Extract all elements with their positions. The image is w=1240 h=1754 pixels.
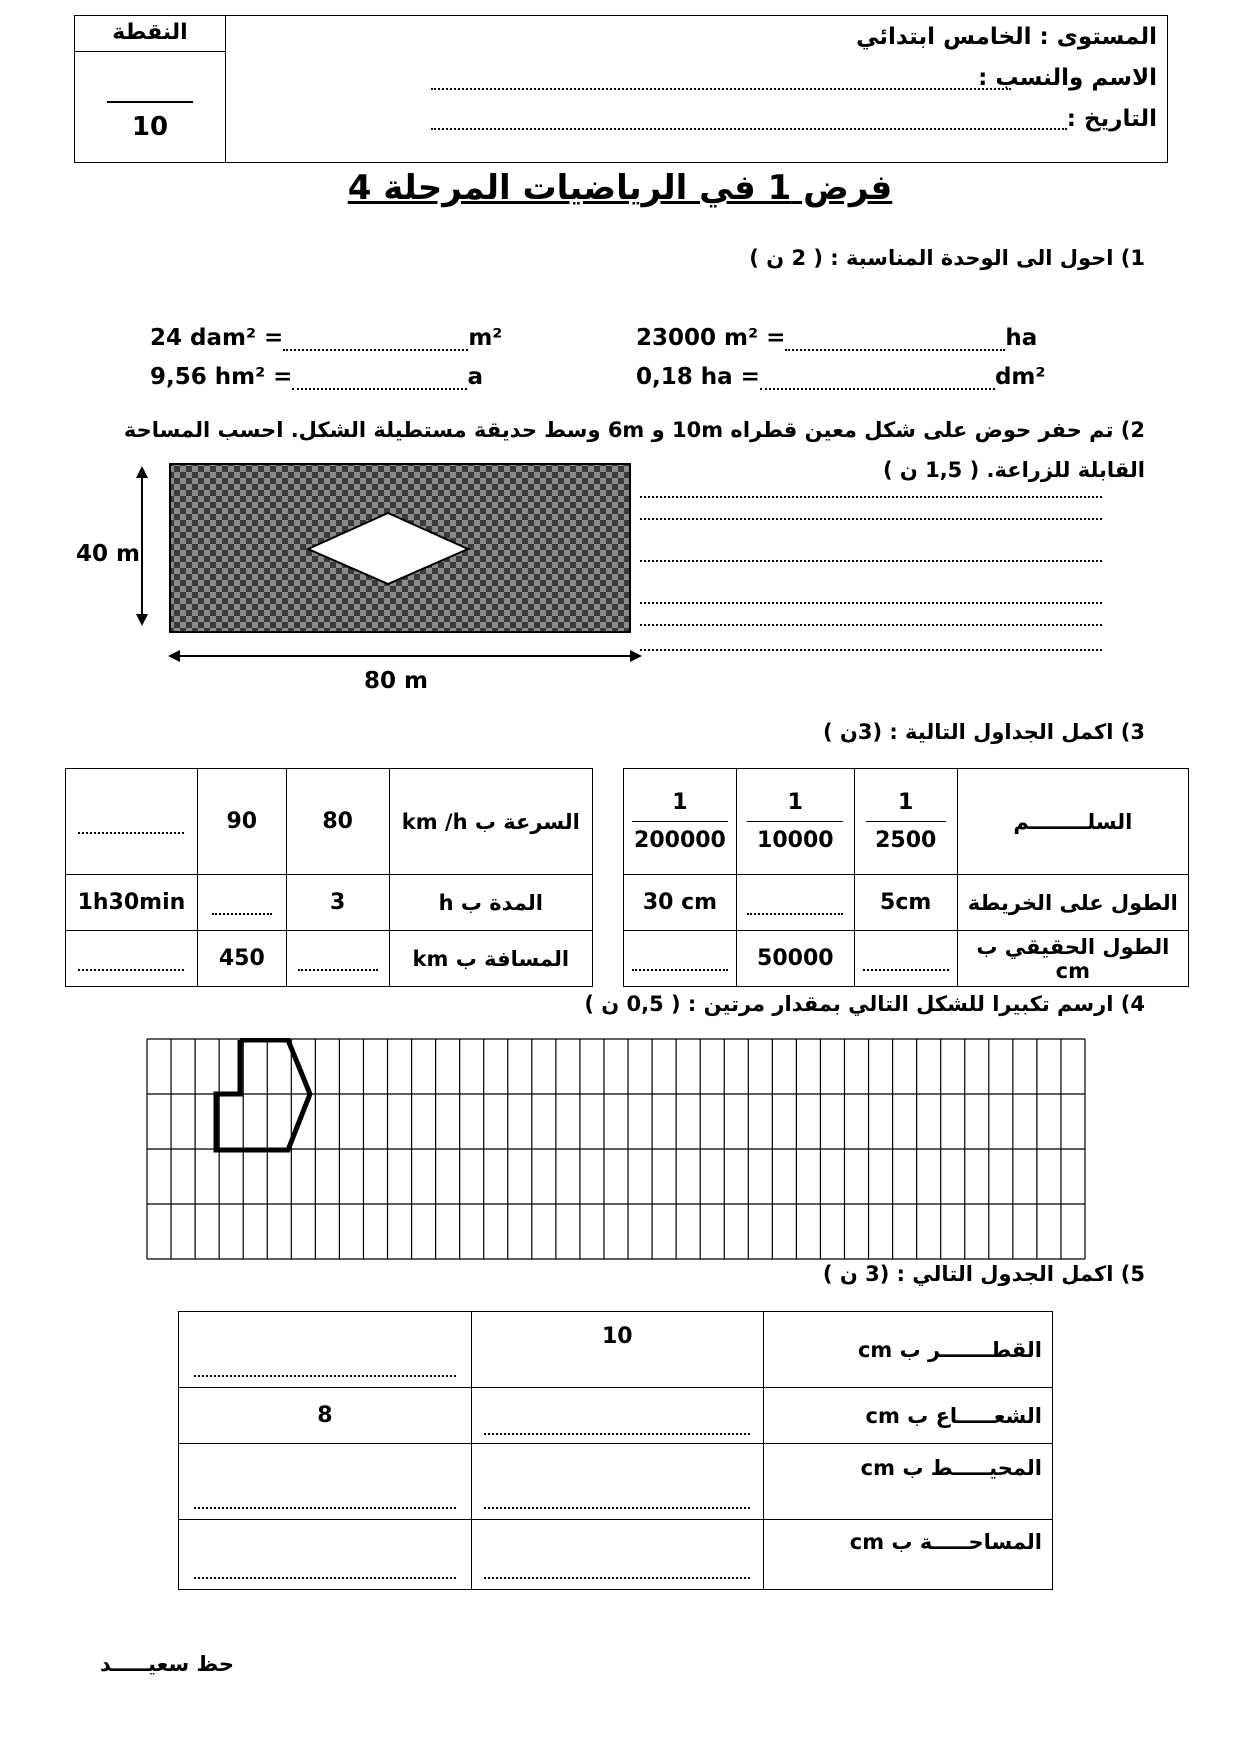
speed-row-label: السرعة ب km /h <box>389 769 592 875</box>
distance-input[interactable] <box>286 931 389 987</box>
circle-table <box>178 1311 1053 1590</box>
given-shape <box>216 1040 310 1150</box>
duration-cell: 3 <box>286 875 389 931</box>
name-field[interactable] <box>431 88 1011 90</box>
score-box <box>75 16 226 162</box>
width-label: 80 m <box>364 668 428 694</box>
speed-input[interactable] <box>66 769 198 875</box>
author-signature: حظ سعيـــــد <box>100 1652 235 1676</box>
duration-input[interactable] <box>197 875 286 931</box>
speed-cell: 80 <box>286 769 389 875</box>
real-length-input[interactable] <box>624 931 737 987</box>
duration-row-label: المدة ب h <box>389 875 592 931</box>
q1-item-2: 23000 m² = ha <box>636 325 1038 351</box>
scale-cell: 1 10000 <box>736 769 854 875</box>
real-length-cell: 50000 <box>736 931 854 987</box>
page-title: فرض 1 في الرياضيات المرحلة 4 <box>347 168 893 208</box>
real-length-input[interactable] <box>854 931 957 987</box>
circle-input[interactable] <box>471 1520 763 1590</box>
circle-input[interactable] <box>179 1444 472 1520</box>
scale-cell: 1 200000 <box>624 769 737 875</box>
date-label: التاريخ : <box>1066 106 1157 132</box>
circle-cell: 8 <box>179 1388 472 1444</box>
distance-row-label: المسافة ب km <box>389 931 592 987</box>
duration-cell: 1h30min <box>66 875 198 931</box>
circle-input[interactable] <box>179 1520 472 1590</box>
header-box <box>74 15 1168 163</box>
q2-answer-lines[interactable] <box>640 476 1102 651</box>
q5-text: 5) اكمل الجدول التالي : (3 ن ) <box>822 1262 1145 1286</box>
map-length-input[interactable] <box>736 875 854 931</box>
scale-cell: 1 2500 <box>854 769 957 875</box>
circle-input[interactable] <box>179 1312 472 1388</box>
map-length-cell: 5cm <box>854 875 957 931</box>
q1-text: 1) احول الى الوحدة المناسبة : ( 2 ن ) <box>749 246 1145 270</box>
date-field[interactable] <box>431 128 1067 130</box>
speed-table <box>65 768 593 987</box>
level-text: المستوى : الخامس ابتدائي <box>856 24 1157 50</box>
q1-item-3: 9,56 hm² = a <box>150 364 483 390</box>
speed-cell: 90 <box>197 769 286 875</box>
score-total: 10 <box>131 112 169 142</box>
circle-input[interactable] <box>471 1444 763 1520</box>
real-row-label: الطول الحقيقي ب cm <box>957 931 1188 987</box>
garden-figure <box>60 460 660 700</box>
name-label: الاسم والنسب : <box>978 65 1157 91</box>
radius-label: الشعـــــاع ب cm <box>763 1388 1052 1444</box>
drawing-grid[interactable] <box>146 1038 1086 1260</box>
diameter-label: القطـــــــر ب cm <box>763 1312 1052 1388</box>
height-label: 40 m <box>76 541 140 567</box>
scale-row-label: السلــــــــم <box>957 769 1188 875</box>
distance-input[interactable] <box>66 931 198 987</box>
circle-cell: 10 <box>471 1312 763 1388</box>
q1-item-1: 24 dam² = m² <box>150 325 503 351</box>
map-row-label: الطول على الخريطة <box>957 875 1188 931</box>
perimeter-label: المحيـــــط ب cm <box>763 1444 1052 1520</box>
q2-text: 2) تم حفر حوض على شكل معين قطراه 10m و 6m وسط حديقة مستطيلة الشكل. احسب المساحة القابلة للزراعة. ( 1,5 ن ) <box>123 418 1145 482</box>
q3-text: 3) اكمل الجداول التالية : (3ن ) <box>822 720 1145 744</box>
scale-table <box>623 768 1189 987</box>
q4-text: 4) ارسم تكبيرا للشكل التالي بمقدار مرتين : ( 0,5 ن ) <box>584 992 1145 1016</box>
score-label: النقطة <box>112 20 188 45</box>
circle-input[interactable] <box>471 1388 763 1444</box>
area-label: المساحـــــة ب cm <box>763 1520 1052 1590</box>
map-length-cell: 30 cm <box>624 875 737 931</box>
distance-cell: 450 <box>197 931 286 987</box>
q1-item-4: 0,18 ha = dm² <box>636 364 1046 390</box>
